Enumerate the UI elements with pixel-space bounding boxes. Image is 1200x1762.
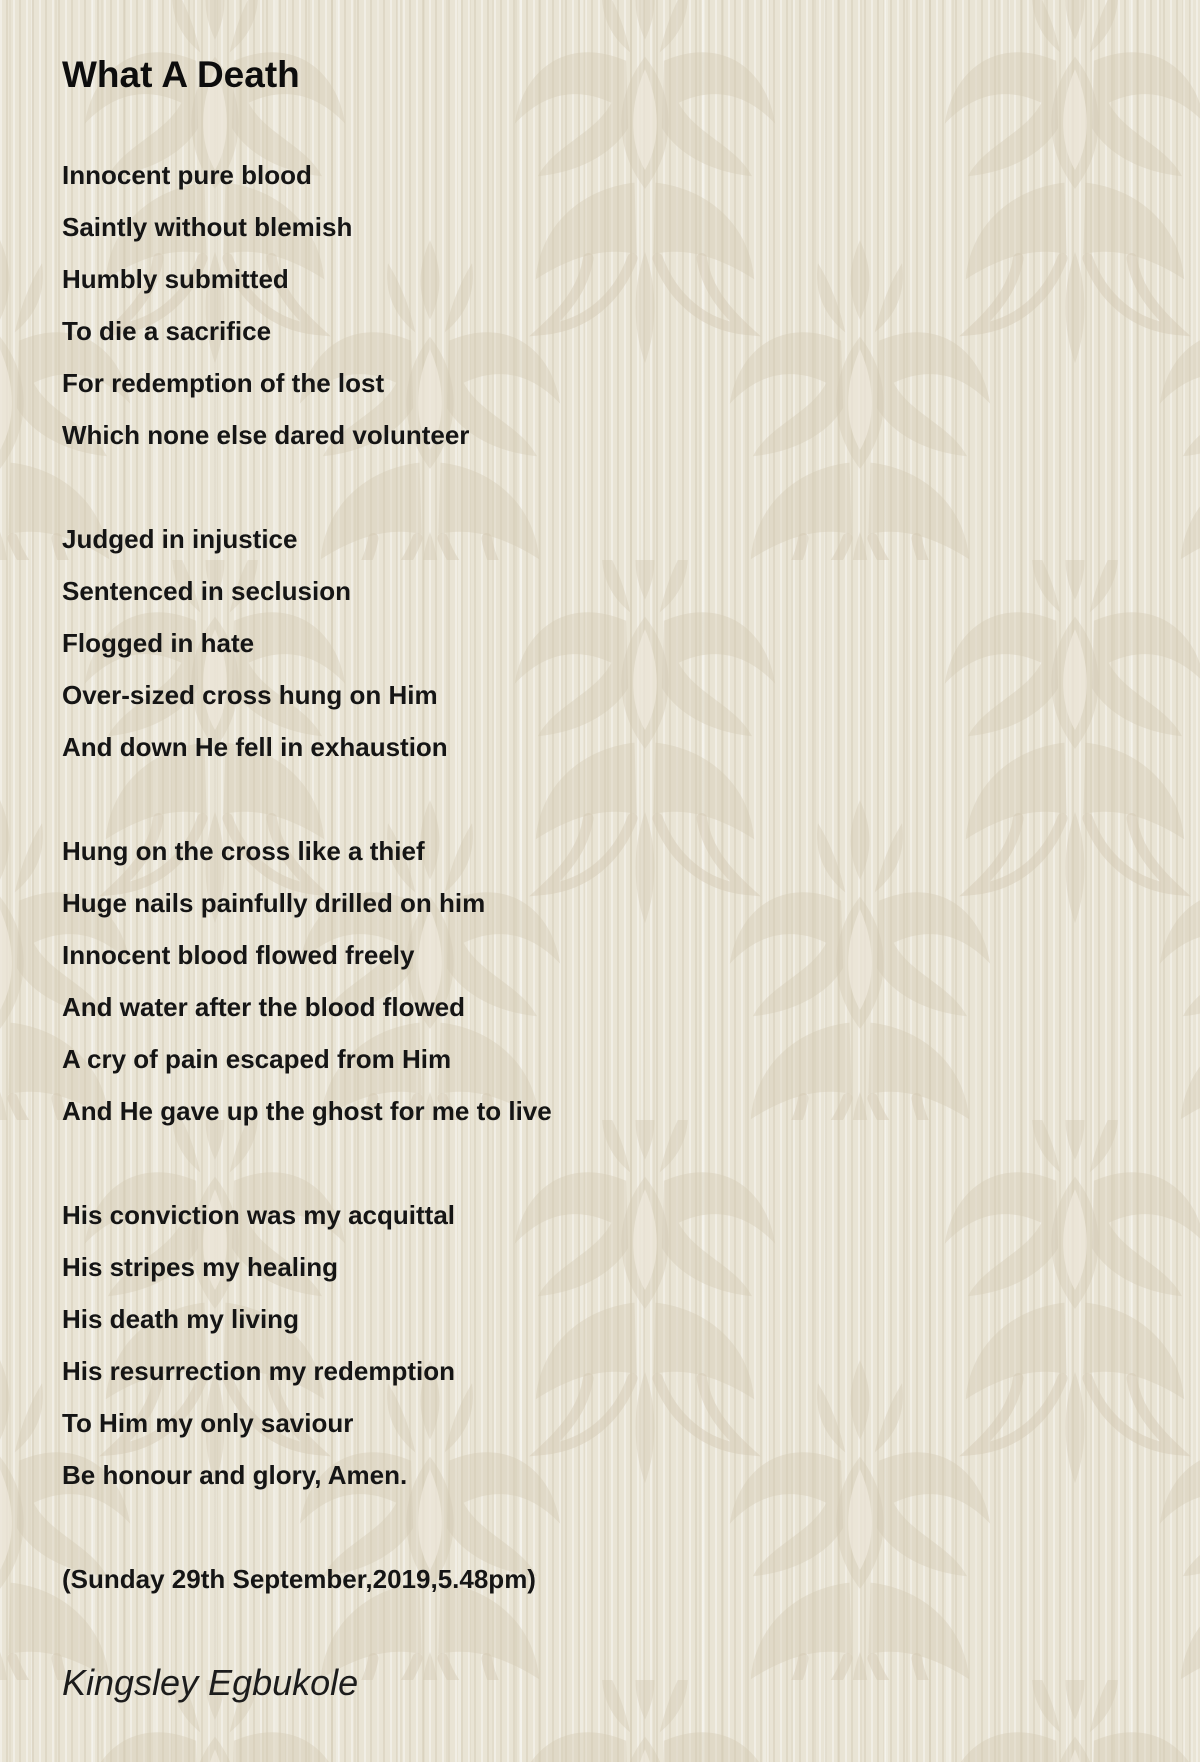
stanza (62, 825, 1142, 1137)
author-signature: Kingsley Egbukole (62, 1662, 359, 1703)
poem-line: Sentenced in seclusion (62, 576, 351, 606)
stanza (62, 149, 1142, 461)
poem-line: Humbly submitted (62, 264, 289, 294)
poem-line: To Him my only saviour (62, 1408, 354, 1438)
poem-line: His stripes my healing (62, 1252, 338, 1282)
poem-title: What A Death (62, 54, 300, 95)
poem-line: His resurrection my redemption (62, 1356, 455, 1386)
stanza (62, 1189, 1142, 1501)
poem-line: A cry of pain escaped from Him (62, 1044, 452, 1074)
poem-line: Saintly without blemish (62, 212, 353, 242)
poem-line: And water after the blood flowed (62, 992, 466, 1022)
poem-line: Huge nails painfully drilled on him (62, 888, 486, 918)
poem-line: Over-sized cross hung on Him (62, 680, 438, 710)
poem-line: Flogged in hate (62, 628, 255, 658)
poem-line: To die a sacrifice (62, 316, 272, 346)
poem-line: Which none else dared volunteer (62, 420, 470, 450)
poem-line: Innocent pure blood (62, 160, 312, 190)
stanza (62, 513, 1142, 773)
poem-line: Be honour and glory, Amen. (62, 1460, 408, 1490)
poem-date-line: (Sunday 29th September,2019,5.48pm) (62, 1564, 536, 1594)
poem-line: And He gave up the ghost for me to live (62, 1096, 552, 1126)
poem-line: His death my living (62, 1304, 299, 1334)
poem-line: Judged in injustice (62, 524, 298, 554)
poem-page (62, 49, 1142, 1709)
poem-line: His conviction was my acquittal (62, 1200, 455, 1230)
poem-line: Innocent blood flowed freely (62, 940, 415, 970)
poem-line: Hung on the cross like a thief (62, 836, 425, 866)
poem-line: For redemption of the lost (62, 368, 385, 398)
poem-line: And down He fell in exhaustion (62, 732, 448, 762)
